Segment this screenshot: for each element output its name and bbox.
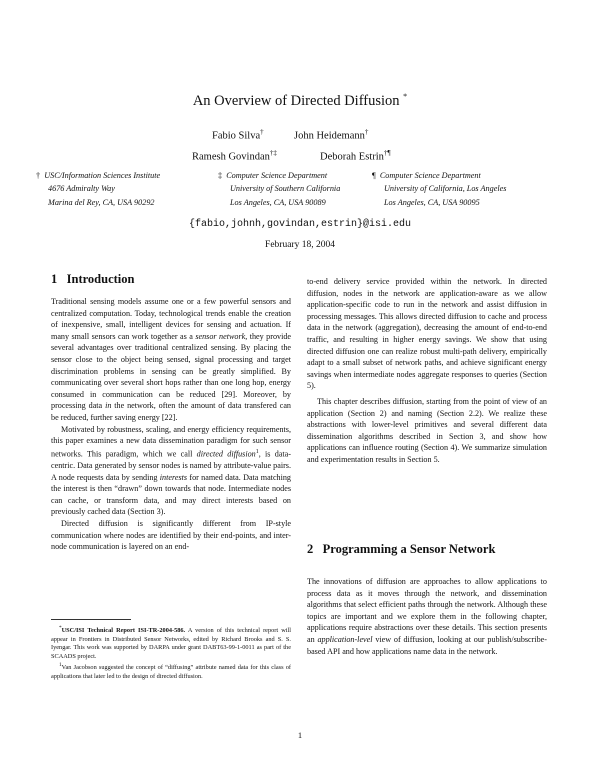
section-title: Programming a Sensor Network	[322, 542, 496, 556]
emphasis: application-level	[317, 634, 373, 644]
author-name: Ramesh Govindan	[192, 151, 270, 163]
footnote-text: A version of this technical report will appear in Frontiers in Distributed Sensor Networks, edited by Richard Brooks and S. S. Iyengar. This work was supported by DARPA under grant DABT63-99-1-0011 as part of the SCAADS project.	[51, 627, 291, 660]
intro-paragraph-5: This chapter describes diffusion, starting from the point of view of an application (Section 2) and naming (Section 2.2). We realize these abstractions with lower-level primitives and several different data dissemination algorithms described in Section 3, and show how applications can influence routing (Section 4). We summarize simulation and experimentation results in Section 5.	[307, 396, 547, 464]
affiliation-line	[36, 169, 160, 182]
affiliation-line: 4676 Admiralty Way	[48, 184, 115, 194]
paper-title	[0, 92, 600, 110]
paper-date: February 18, 2004	[265, 240, 335, 250]
programming-column	[307, 576, 547, 657]
emphasis: in	[105, 401, 112, 411]
affiliation-line: Marina del Rey, CA, USA 90292	[48, 197, 155, 207]
section-number: 2	[307, 542, 314, 556]
text-run: , is data-centric. Data generated by sensor nodes is named by attribute-value pairs. A node requests data by sending	[51, 449, 291, 482]
paper-title-text: An Overview of Directed Diffusion	[192, 92, 400, 109]
author-name: John Heidemann	[294, 130, 365, 142]
page-number: 1	[297, 730, 303, 740]
affiliation-text: Computer Science Department	[379, 171, 481, 180]
author-marks: †¶	[383, 149, 391, 157]
affiliation-text: Computer Science Department	[226, 171, 328, 180]
affiliation-ucla	[372, 169, 506, 209]
affiliation-line	[372, 169, 506, 182]
text-run: view of diffusion, looking at our publish/subscribe-based API and how applications name data in the network.	[307, 634, 547, 656]
affiliation-line: University of California, Los Angeles	[384, 184, 507, 194]
author-1	[212, 128, 264, 142]
author-marks: †	[260, 128, 264, 136]
affiliation-symbol: ‡	[218, 171, 223, 180]
text-run: Traditional sensing models assume one or a few powerful sensors and centralized computation. Today, technological trends enable the creation of inexpensive, small, intelligent devices for sensing and actuation. If many small sensors can work together as a	[51, 297, 291, 341]
affiliation-usc	[218, 169, 340, 209]
footnote-bold: USC/ISI Technical Report ISI-TR-2004-586.	[61, 627, 186, 635]
author-4	[320, 149, 391, 163]
footnotes	[51, 624, 291, 681]
text-run: for named data. Data matching the interest is then “drawn” down towards that node. Intermediate nodes can cache, or transform data, and may direct interests based on previously cached data (Section 3).	[51, 472, 291, 517]
emphasis: directed diffusion	[196, 449, 256, 459]
author-name: Deborah Estrin	[320, 151, 384, 163]
text-run: Motivated by robustness, scaling, and energy efficiency requirements, this paper examines a new data dissemination paradigm for such sensor networks. This paradigm, which we call	[51, 424, 291, 459]
footnote-ref: 1	[255, 448, 259, 455]
affiliation-symbol: †	[36, 171, 41, 180]
footnote-text: Van Jacobson suggested the concept of “diffusing” attribute named data for this class of applications that later led to the design of directed diffusion.	[51, 664, 291, 680]
emphasis: interests	[159, 472, 188, 482]
text-run: , they provide several advantages over traditional centralized sensing. By placing the sensor close to the object being sensed, signal processing and target discrimination problems in sensing can be greatly simplified. By communicating over several short hops rather than one long hop, energy consumed in communication can be reduced [29]. Moreover, by processing data	[51, 331, 292, 411]
footnote-2	[51, 661, 291, 681]
author-2	[294, 128, 368, 142]
author-name: Fabio Silva	[212, 130, 261, 142]
affiliation-line: Los Angeles, CA, USA 90089	[230, 197, 326, 207]
affiliation-text: USC/Information Sciences Institute	[44, 171, 161, 180]
left-column	[51, 296, 291, 553]
footnote-1	[51, 624, 291, 661]
programming-paragraph-1	[307, 576, 547, 657]
title-footnote-mark: *	[403, 92, 408, 101]
footnote-mark: *	[59, 625, 62, 631]
footnote-mark: 1	[59, 662, 62, 669]
text-run: The innovations of diffusion are approaches to allow applications to process data as it moves through the network, and dissemination algorithms that select efficient paths through the network. Although these topics are important and we explore them in the following chapter, applications require abstractions over these details. This section presents an	[307, 577, 547, 644]
author-marks: †	[364, 128, 369, 136]
author-emails: {fabio,johnh,govindan,estrin}@isi.edu	[188, 219, 412, 230]
intro-paragraph-4: to-end delivery service provided within the network. In directed diffusion, nodes in the network are application-aware as we allow application-specific code to run in the network and assist diffusion in processing messages. This allows directed diffusion to cache and process data in the network (aggregation), decreasing the amount of end-to-end traffic, and resulting in higher energy savings. We show that using directed diffusion one can realize robust multi-path delivery, empirically adapt to a small subset of network paths, and achieve significant energy savings when intermediate nodes aggregate responses to queries (Section 5).	[307, 277, 547, 391]
author-marks: †‡	[269, 149, 277, 157]
intro-paragraph-2	[51, 424, 291, 518]
text-run: the network, often the amount of data transfered can be reduced, further saving energy [22].	[51, 401, 291, 422]
intro-paragraph-1	[51, 296, 291, 424]
footnote-rule	[51, 619, 131, 620]
section-title: Introduction	[66, 272, 135, 286]
section-heading-programming	[307, 542, 495, 557]
intro-paragraph-3: Directed diffusion is significantly different from IP-style communication where nodes are identified by their end-points, and inter-node communication is layered on an end-	[51, 519, 291, 552]
author-3	[192, 149, 277, 163]
affiliation-symbol: ¶	[372, 171, 376, 180]
section-number: 1	[51, 272, 58, 286]
affiliation-line: University of Southern California	[230, 184, 341, 194]
right-column	[307, 276, 547, 466]
emphasis: sensor network	[195, 331, 246, 341]
section-heading-introduction	[51, 272, 134, 287]
affiliation-line	[218, 169, 340, 182]
affiliation-line: Los Angeles, CA, USA 90095	[384, 197, 480, 207]
affiliation-isi	[36, 169, 160, 209]
